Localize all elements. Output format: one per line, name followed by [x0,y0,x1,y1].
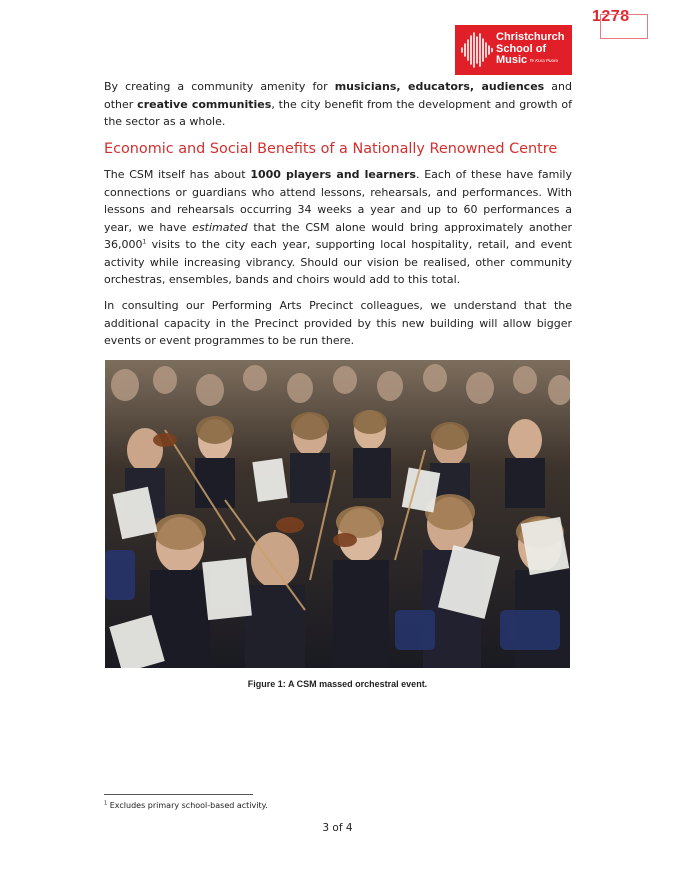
intro-paragraph: By creating a community amenity for musicians, educators, audiences and other creative communities, the city benefit from the development and growth of the sector as a whole. [104,80,572,128]
footnote-reference[interactable]: 1 [142,238,147,246]
section-heading: Economic and Social Benefits of a Nationally Renowned Centre [104,141,558,157]
csm-logo [455,25,572,75]
orchestra-photo [105,360,570,668]
figure-caption: Figure 1: A CSM massed orchestral event. [247,679,428,689]
logo-line-2: School of [496,42,547,55]
page-number: 3 of 4 [322,822,353,834]
footnote: $^1$ Excludes primary school-based activity. [104,800,268,810]
precinct-paragraph: In consulting our Performing Arts Precinct colleagues, we understand that the additional capacity in the Precinct provided by this new building will allow bigger events or event programmes to be run there. [104,299,572,347]
economic-benefits-paragraph: The CSM itself has about 1000 players and learners. Each of these have family connections or guardians who attend lessons, rehearsals, and performances. With lessons and rehearsals occurring 34 weeks a year and up to 60 performances a year, we have estimated that the CSM alone would bring approximately another 36,000$^1$ visits to the city each year, supporting local hospitality, retail, and event activity while increasing vibrancy. Should our vision be realised, other community orchestras, ensembles, bands and choirs would add to this total. [104,168,573,286]
logo-line-3: Music Te Kura Puoro [496,54,559,66]
document-number-stamp: 1278 [592,8,630,25]
stamp-box [600,14,648,39]
soundwave-icon [460,31,494,69]
logo-line-1: Christchurch [496,31,565,43]
logo-tagline: Te Kura Puoro [529,58,559,63]
footnote-divider [104,794,253,795]
